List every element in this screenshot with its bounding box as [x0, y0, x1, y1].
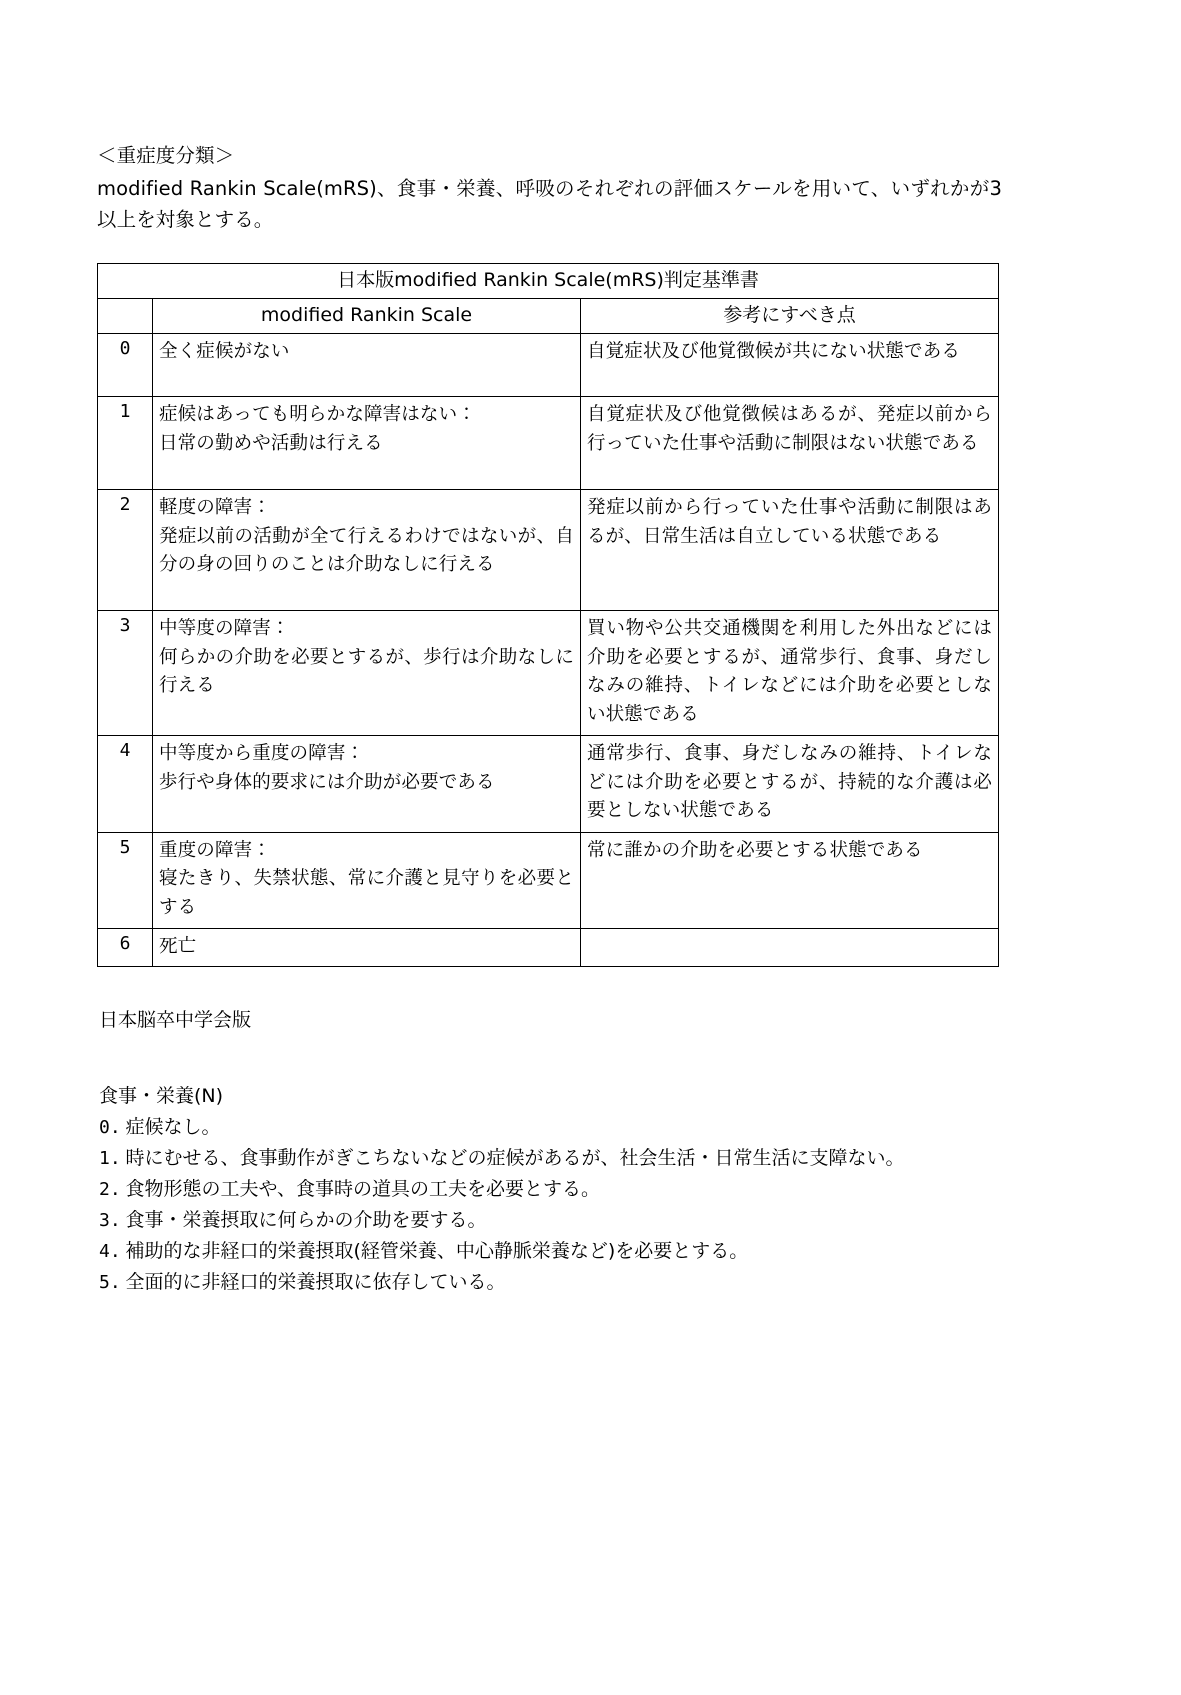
column-header-reference: 参考にすべき点 — [581, 299, 999, 334]
column-header-score — [98, 299, 153, 334]
table-caption: 日本版modified Rankin Scale(mRS)判定基準書 — [98, 264, 999, 299]
intro-block — [97, 140, 1081, 235]
row-reference: 買い物や公共交通機関を利用した外出などには介助を必要とするが、通常歩行、食事、身だしなみの維持、トイレなどには介助を必要としない状態である — [581, 611, 999, 736]
table-body — [98, 334, 999, 967]
column-header-scale: modified Rankin Scale — [153, 299, 581, 334]
table-row — [98, 929, 999, 967]
list-item-text: 食物形態の工夫や、食事時の道具の工夫を必要とする。 — [125, 1177, 601, 1200]
nutrition-scale-list — [97, 1112, 1081, 1298]
row-reference: 通常歩行、食事、身だしなみの維持、トイレなどには介助を必要とするが、持続的な介護は必要としない状態である — [581, 736, 999, 833]
list-item — [99, 1143, 1081, 1174]
row-scale: 軽度の障害： 発症以前の活動が全て行えるわけではないが、自分の身の回りのことは介助なしに行える — [153, 490, 581, 611]
list-item — [99, 1174, 1081, 1205]
row-scale: 症候はあっても明らかな障害はない： 日常の勤めや活動は行える — [153, 397, 581, 490]
list-item — [99, 1267, 1081, 1298]
list-item-number: 1. — [99, 1147, 121, 1169]
table-caption-row — [98, 264, 999, 299]
table-row — [98, 490, 999, 611]
table-row — [98, 611, 999, 736]
row-scale: 全く症候がない — [153, 334, 581, 397]
row-score: 6 — [98, 929, 153, 967]
severity-classification-heading: ＜重症度分類＞ — [97, 144, 235, 167]
list-item-text: 補助的な非経口的栄養摂取(経管栄養、中心静脈栄養など)を必要とする。 — [125, 1239, 749, 1262]
list-item — [99, 1112, 1081, 1143]
row-reference: 自覚症状及び他覚徴候が共にない状態である — [581, 334, 999, 397]
mrs-criteria-table — [97, 263, 999, 967]
table-row — [98, 832, 999, 929]
row-reference: 自覚症状及び他覚徴候はあるが、発症以前から行っていた仕事や活動に制限はない状態である — [581, 397, 999, 490]
row-reference: 常に誰かの介助を必要とする状態である — [581, 832, 999, 929]
nutrition-section-title: 食事・栄養(N) — [99, 1084, 224, 1107]
row-reference — [581, 929, 999, 967]
row-score: 1 — [98, 397, 153, 490]
row-scale: 中等度の障害： 何らかの介助を必要とするが、歩行は介助なしに行える — [153, 611, 581, 736]
nutrition-section — [97, 1081, 1081, 1298]
list-item — [99, 1236, 1081, 1267]
list-item-number: 5. — [99, 1271, 121, 1293]
list-item-number: 0. — [99, 1116, 121, 1138]
table-row — [98, 397, 999, 490]
list-item-text: 症候なし。 — [125, 1115, 221, 1138]
row-score: 5 — [98, 832, 153, 929]
table-source-credit: 日本脳卒中学会版 — [99, 1008, 252, 1031]
list-item-text: 全面的に非経口的栄養摂取に依存している。 — [125, 1270, 506, 1293]
row-score: 3 — [98, 611, 153, 736]
table-row — [98, 736, 999, 833]
list-item-number: 2. — [99, 1178, 121, 1200]
list-item-text: 時にむせる、食事動作がぎこちないなどの症候があるが、社会生活・日常生活に支障ない。 — [125, 1146, 905, 1169]
list-item — [99, 1205, 1081, 1236]
row-score: 4 — [98, 736, 153, 833]
row-reference: 発症以前から行っていた仕事や活動に制限はあるが、日常生活は自立している状態である — [581, 490, 999, 611]
list-item-number: 3. — [99, 1209, 121, 1231]
row-score: 2 — [98, 490, 153, 611]
list-item-text: 食事・栄養摂取に何らかの介助を要する。 — [125, 1208, 487, 1231]
row-score: 0 — [98, 334, 153, 397]
row-scale: 死亡 — [153, 929, 581, 967]
table-row — [98, 334, 999, 397]
table-header-row — [98, 299, 999, 334]
severity-classification-description: modified Rankin Scale(mRS)、食事・栄養、呼吸のそれぞれの評価スケールを用いて、いずれかが3以上を対象とする。 — [97, 177, 1002, 231]
list-item-number: 4. — [99, 1240, 121, 1262]
row-scale: 重度の障害： 寝たきり、失禁状態、常に介護と見守りを必要とする — [153, 832, 581, 929]
row-scale: 中等度から重度の障害： 歩行や身体的要求には介助が必要である — [153, 736, 581, 833]
